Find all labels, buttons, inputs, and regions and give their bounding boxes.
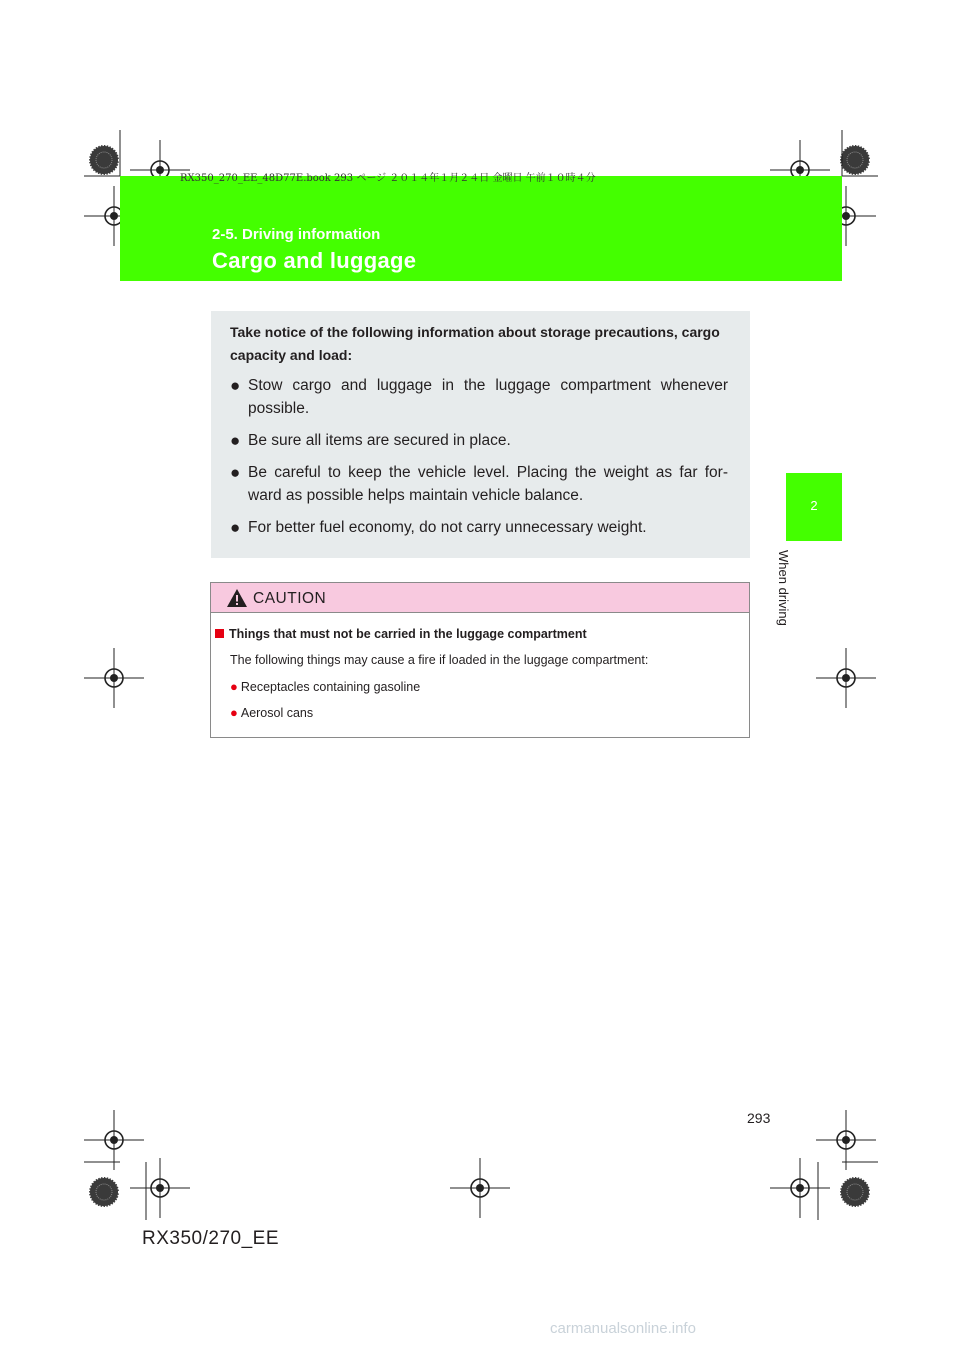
- info-bullet: [230, 461, 728, 507]
- caution-item: [230, 705, 313, 720]
- info-intro: Take notice of the following information about storage precautions, cargo capacity and load:: [230, 324, 720, 363]
- model-code: RX350/270_EE: [142, 1228, 279, 1249]
- chapter-tab-label-text: When driving: [776, 550, 791, 626]
- info-bullet-text: Be sure all items are secured in place.: [248, 432, 511, 449]
- bullet-icon: ●: [230, 463, 241, 482]
- warning-triangle-icon: [226, 588, 248, 608]
- bullet-icon: ●: [230, 431, 241, 450]
- bullet-icon: ●: [230, 679, 238, 694]
- bullet-icon: ●: [230, 518, 241, 537]
- caution-heading: [215, 627, 587, 641]
- red-square-icon: [215, 629, 224, 638]
- caution-item: [230, 679, 420, 694]
- caution-title: CAUTION: [253, 590, 327, 607]
- page-title: Cargo and luggage: [212, 248, 417, 273]
- caution-description: The following things may cause a fire if loaded in the luggage compartment:: [230, 653, 649, 667]
- info-bullet: [230, 429, 728, 452]
- info-bullet: [230, 516, 728, 539]
- info-bullet-text: Be careful to keep the vehicle level. Placing the weight as far for- ward as possible helps maintain vehicle balance.: [248, 464, 728, 504]
- caution-item-text: Receptacles containing gasoline: [240, 680, 421, 694]
- page-number: 293: [747, 1110, 771, 1126]
- chapter-tab-number: 2: [810, 498, 818, 513]
- book-metadata: RX350_270_EE_48D77E.book 293 ページ ２０１４年１月２４日 金曜日 午前１０時４分: [180, 173, 596, 184]
- bullet-icon: ●: [230, 376, 241, 395]
- chapter-tab-label: [776, 550, 806, 640]
- caution-heading-text: Things that must not be carried in the luggage compartment: [229, 627, 587, 641]
- bullet-icon: ●: [230, 705, 238, 720]
- section-label: 2-5. Driving information: [212, 226, 381, 243]
- watermark: carmanualsonline.info: [550, 1320, 696, 1337]
- info-bullet: [230, 374, 728, 420]
- caution-item-text: Aerosol cans: [240, 706, 314, 720]
- info-bullet-text: Stow cargo and luggage in the luggage compartment whenever possible.: [248, 377, 728, 417]
- info-bullet-text: For better fuel economy, do not carry unnecessary weight.: [248, 519, 647, 536]
